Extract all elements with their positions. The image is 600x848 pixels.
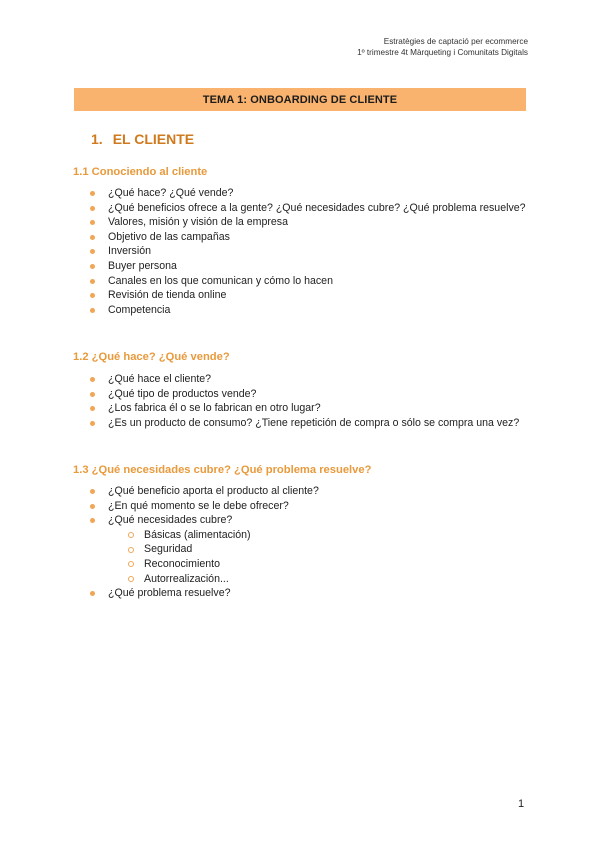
list-que-hace — [90, 372, 526, 430]
list-item: ¿Qué necesidades cubre? Básicas (alimentación) Seguridad Reconocimiento Autorrealización... — [90, 513, 526, 586]
section-title: EL CLIENTE — [112, 131, 195, 147]
list-item: Canales en los que comunican y cómo lo hacen — [90, 274, 526, 289]
list-item: ¿En qué momento se le debe ofrecer? — [90, 499, 526, 514]
list-conociendo — [90, 186, 526, 317]
list-item: Valores, misión y visión de la empresa — [90, 215, 526, 230]
list-item: ¿Qué tipo de productos vende? — [90, 387, 526, 402]
bullet-icon — [90, 191, 95, 196]
sublist-item: Seguridad — [108, 542, 526, 557]
hollow-bullet-icon — [128, 547, 134, 553]
list-item: ¿Los fabrica él o se lo fabrican en otro lugar? — [90, 401, 526, 416]
list-item: Inversión — [90, 244, 526, 259]
topic-banner — [74, 88, 526, 111]
bullet-icon — [90, 279, 95, 284]
sublist-item: Autorrealización... — [108, 572, 526, 587]
subsection-heading-1-3: 1.3 ¿Qué necesidades cubre? ¿Qué problema resuelve? — [73, 464, 372, 476]
list-item: Objetivo de las campañas — [90, 230, 526, 245]
hollow-bullet-icon — [128, 532, 134, 538]
header-line-1: Estratègies de captació per ecommerce — [383, 37, 528, 46]
bullet-icon — [90, 206, 95, 211]
subsection-heading-1-1: 1.1 Conociendo al cliente — [73, 166, 208, 178]
bullet-icon — [90, 308, 95, 313]
bullet-icon — [90, 406, 95, 411]
hollow-bullet-icon — [128, 561, 134, 567]
bullet-icon — [90, 293, 95, 298]
sublist-needs — [108, 528, 526, 586]
sublist-item: Reconocimiento — [108, 557, 526, 572]
bullet-icon — [90, 220, 95, 225]
banner-title: TEMA 1: ONBOARDING DE CLIENTE — [202, 93, 398, 106]
page-number: 1 — [518, 798, 525, 810]
list-item: Competencia — [90, 303, 526, 318]
bullet-icon — [90, 264, 95, 269]
subsection-heading-1-2: 1.2 ¿Qué hace? ¿Qué vende? — [73, 351, 230, 363]
bullet-icon — [90, 421, 95, 426]
bullet-icon — [90, 591, 95, 596]
bullet-icon — [90, 489, 95, 494]
sublist-item: Básicas (alimentación) — [108, 528, 526, 543]
hollow-bullet-icon — [128, 576, 134, 582]
list-necesidades — [90, 484, 526, 601]
bullet-icon — [90, 518, 95, 523]
list-item: ¿Qué beneficios ofrece a la gente? ¿Qué necesidades cubre? ¿Qué problema resuelve? — [90, 201, 526, 216]
list-item: Buyer persona — [90, 259, 526, 274]
bullet-icon — [90, 249, 95, 254]
list-item: ¿Qué beneficio aporta el producto al cliente? — [90, 484, 526, 499]
bullet-icon — [90, 235, 95, 240]
list-item: ¿Qué hace? ¿Qué vende? — [90, 186, 526, 201]
section-number: 1. — [91, 131, 103, 147]
list-item: ¿Qué hace el cliente? — [90, 372, 526, 387]
bullet-icon — [90, 504, 95, 509]
bullet-icon — [90, 377, 95, 382]
bullet-icon — [90, 392, 95, 397]
header-line-2: 1º trimestre 4t Màrqueting i Comunitats Digitals — [357, 48, 528, 57]
list-item: Revisión de tienda online — [90, 288, 526, 303]
list-item: ¿Es un producto de consumo? ¿Tiene repetición de compra o sólo se compra una vez? — [90, 416, 526, 431]
running-header — [357, 36, 528, 58]
list-item: ¿Qué problema resuelve? — [90, 586, 526, 601]
section-heading — [91, 131, 194, 147]
